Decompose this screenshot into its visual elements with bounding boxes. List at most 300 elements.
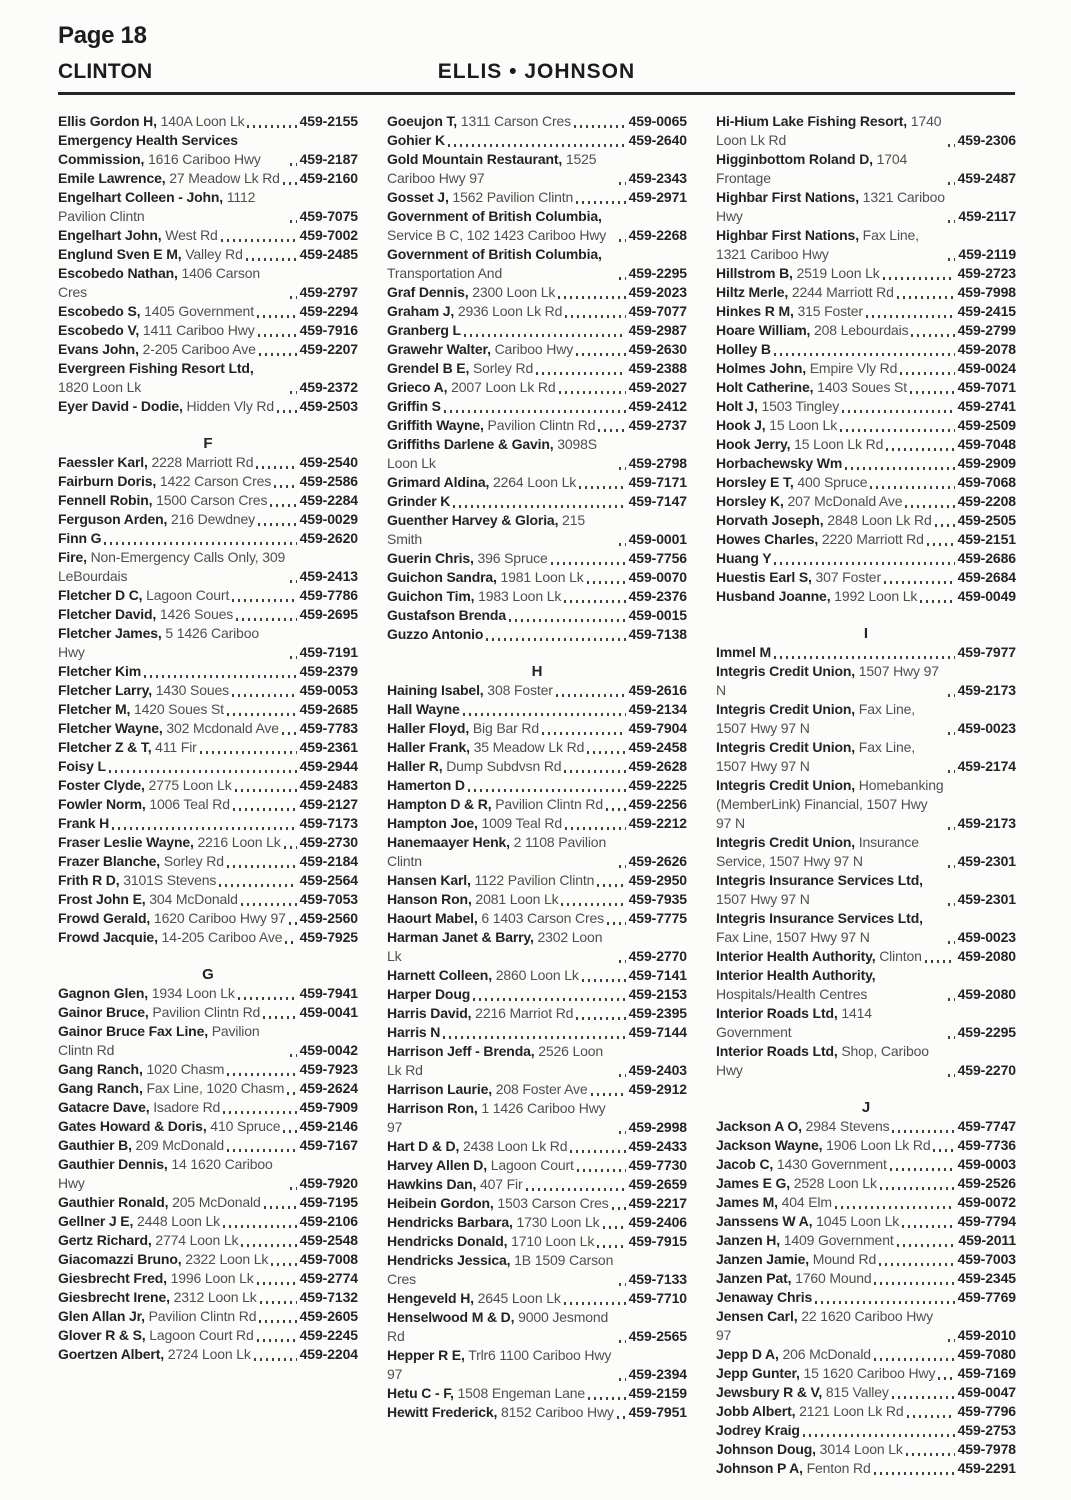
entry-detail: 1562 Pavilion Clintn (448, 189, 574, 205)
directory-entry (387, 131, 687, 150)
dot-leader (283, 1130, 296, 1133)
entry-text (58, 548, 287, 586)
entry-text (387, 1023, 440, 1042)
dot-leader (612, 1207, 626, 1210)
entry-phone: 459-7008 (299, 1251, 358, 1267)
entry-text (716, 1155, 887, 1174)
entry-text (716, 1136, 930, 1155)
directory-entry (387, 625, 687, 644)
directory-entry (387, 1289, 687, 1308)
entry-detail: 208 Foster Ave (491, 1081, 588, 1097)
entry-name: Hewitt Frederick, (387, 1404, 498, 1420)
entry-phone: 459-2485 (299, 246, 358, 262)
entry-phone: 459-7794 (957, 1213, 1016, 1229)
entry-text (58, 472, 271, 491)
directory-entry (716, 568, 1016, 587)
entry-detail: Non-Emergency Calls Only, 309 LeBourdais (58, 549, 286, 584)
entry-name: Horbachewsky Wm (716, 455, 843, 471)
dot-leader (556, 694, 626, 697)
entry-text (387, 416, 595, 435)
entry-phone: 459-2723 (957, 265, 1016, 281)
entry-text (716, 947, 922, 966)
entry-detail: 207 McDonald Ave (783, 493, 903, 509)
entry-detail: 304 McDonald (145, 891, 238, 907)
entry-name: Heibein Gordon, (387, 1195, 494, 1211)
entry-name: Fletcher Wayne, (58, 720, 163, 736)
directory-entry (387, 738, 687, 757)
entry-name: Emile Lawrence, (58, 170, 166, 186)
directory-entry (387, 1232, 687, 1251)
entry-detail: 1422 Carson Cres (156, 473, 272, 489)
dot-leader (270, 504, 296, 507)
entry-detail: 1020 Chasm (142, 1061, 225, 1077)
directory-entry (716, 1250, 1016, 1269)
dot-leader (840, 429, 955, 432)
entry-name: Hepper R E, (387, 1347, 465, 1363)
entry-name: Fletcher James, (58, 625, 162, 641)
entry-name: Escobedo V, (58, 322, 140, 338)
directory-entry (387, 681, 687, 700)
directory-entry (716, 587, 1016, 606)
entry-phone: 459-2626 (628, 853, 687, 869)
entry-detail: Fax Line, 1321 Cariboo Hwy (716, 227, 919, 262)
entry-name: Guzzo Antonio (387, 626, 484, 642)
directory-entry (387, 814, 687, 833)
dot-leader (591, 1093, 626, 1096)
directory-entry (716, 700, 1016, 738)
entry-name: Foster Clyde, (58, 777, 145, 793)
entry-detail: 2984 Stevens (801, 1118, 890, 1134)
section-letter: G (202, 966, 214, 983)
entry-name: Goertzen Albert, (58, 1346, 164, 1362)
entry-detail: 1045 Loon Lk (812, 1213, 900, 1229)
dot-leader (948, 998, 955, 1001)
entry-detail: 140A Loon Lk (156, 113, 245, 129)
dot-leader (564, 770, 625, 773)
directory-entry (58, 1136, 358, 1155)
dot-leader (886, 448, 954, 451)
entry-detail: 307 Foster (811, 569, 881, 585)
entry-name: Hengeveld H, (387, 1290, 474, 1306)
entry-text (387, 549, 548, 568)
dot-leader (948, 1074, 955, 1077)
entry-detail: 2081 Loon Lk (471, 891, 559, 907)
entry-detail: 1760 Mound (791, 1270, 872, 1286)
directory-entry (58, 1231, 358, 1250)
entry-detail: 2244 Marriott Rd (788, 284, 894, 300)
directory-entry (58, 984, 358, 1003)
entry-text (716, 492, 902, 511)
entry-text (387, 625, 483, 644)
directory-entry (387, 207, 687, 245)
entry-text (716, 1117, 889, 1136)
entry-text (716, 909, 945, 947)
directory-entry (716, 1269, 1016, 1288)
entry-name: Escobedo S, (58, 303, 141, 319)
directory-entry (58, 795, 358, 814)
directory-entry (716, 112, 1016, 150)
entry-text (58, 188, 287, 226)
entry-phone: 459-2799 (957, 322, 1016, 338)
entry-name: Gold Mountain Restaurant, (387, 151, 563, 167)
entry-text (387, 814, 562, 833)
entry-text (58, 909, 286, 928)
entry-name: Jewsbury R & V, (716, 1384, 823, 1400)
dot-leader (526, 1188, 626, 1191)
entry-detail: Sorley Rd (469, 360, 534, 376)
entry-name: Hansen Karl, (387, 872, 471, 888)
entry-text (716, 776, 945, 833)
directory-entry (716, 473, 1016, 492)
directory-entry (716, 662, 1016, 700)
entry-detail: Trlr6 1100 Cariboo Hwy 97 (387, 1347, 612, 1382)
entry-text (58, 169, 280, 188)
entry-phone: 459-0041 (299, 1004, 358, 1020)
entry-phone: 459-2406 (628, 1214, 687, 1230)
entry-phone: 459-2564 (299, 872, 358, 888)
directory-entry (387, 112, 687, 131)
dot-leader (258, 334, 297, 337)
entry-text (58, 1136, 224, 1155)
dot-leader (576, 201, 625, 204)
directory-entry (387, 1042, 687, 1080)
dot-leader (835, 1206, 955, 1209)
entry-name: Government of British Columbia, (387, 246, 602, 262)
entry-name: Giesbrecht Fred, (58, 1270, 167, 1286)
entry-text (58, 776, 232, 795)
entry-detail: 1525 Cariboo Hwy 97 (387, 151, 597, 186)
directory-entry (716, 1345, 1016, 1364)
directory-entry (387, 1175, 687, 1194)
entry-name: Hawkins Dan, (387, 1176, 477, 1192)
entry-detail: Empire Vly Rd (806, 360, 898, 376)
entry-phone: 459-2345 (957, 1270, 1016, 1286)
entry-phone: 459-7075 (299, 208, 358, 224)
entry-name: Hart D & D, (387, 1138, 460, 1154)
directory-entry (716, 738, 1016, 776)
entry-name: Gohier K (387, 132, 445, 148)
entry-text (58, 814, 109, 833)
entry-name: Huang Y (716, 550, 772, 566)
entry-name: Guerin Chris, (387, 550, 474, 566)
dot-leader (104, 542, 296, 545)
entry-phone: 459-2987 (628, 322, 687, 338)
entry-phone: 459-2686 (957, 550, 1016, 566)
dot-leader (564, 1302, 626, 1305)
dot-leader (473, 998, 625, 1001)
dot-leader (223, 1225, 297, 1228)
dot-leader (558, 296, 625, 299)
directory-column (716, 112, 1016, 1478)
dot-leader (890, 1168, 955, 1171)
entry-detail: 2775 Loon Lk (144, 777, 232, 793)
dot-leader (874, 1282, 954, 1285)
dot-leader (290, 220, 297, 223)
entry-text (716, 833, 945, 871)
entry-name: Ferguson Arden, (58, 511, 168, 527)
directory-entry (716, 871, 1016, 909)
entry-phone: 459-0065 (628, 113, 687, 129)
entry-text (58, 131, 287, 169)
directory-entry (387, 378, 687, 397)
entry-detail: 2121 Loon Lk Rd (795, 1403, 904, 1419)
dot-leader (576, 1017, 625, 1020)
entry-detail: 2936 Loon Lk Rd (454, 303, 563, 319)
entry-name: Harris N (387, 1024, 441, 1040)
entry-detail: 2220 Marriott Rd (818, 531, 924, 547)
entry-name: Horsley E T, (716, 474, 794, 490)
entry-phone: 459-0003 (957, 1156, 1016, 1172)
directory-entry (58, 890, 358, 909)
entry-name: Grendel B E, (387, 360, 470, 376)
directory-entry (716, 302, 1016, 321)
directory-entry (716, 1155, 1016, 1174)
dot-leader (892, 1130, 954, 1133)
entry-detail: 2007 Loon Lk Rd (447, 379, 556, 395)
entry-text (58, 662, 141, 681)
entry-phone: 459-2159 (628, 1385, 687, 1401)
entry-phone: 459-0047 (957, 1384, 1016, 1400)
entry-text (387, 1004, 573, 1023)
directory-entry (58, 548, 358, 586)
dot-leader (927, 543, 955, 546)
entry-name: Griffith Wayne, (387, 417, 484, 433)
dot-leader (606, 808, 626, 811)
directory-entry (58, 624, 358, 662)
name-range-header: ELLIS • JOHNSON (437, 60, 636, 83)
entry-phone: 459-2134 (628, 701, 687, 717)
entry-name: Hanemaayer Henk, (387, 834, 510, 850)
entry-text (58, 1307, 256, 1326)
dot-leader (874, 1358, 955, 1361)
dot-leader (227, 1149, 297, 1152)
directory-entry (58, 112, 358, 131)
dot-leader (948, 770, 955, 773)
entry-text (387, 283, 555, 302)
entry-text (716, 1307, 945, 1345)
dot-leader (897, 296, 955, 299)
entry-phone: 459-0070 (628, 569, 687, 585)
directory-entry (387, 1213, 687, 1232)
entry-phone: 459-7053 (299, 891, 358, 907)
directory-entry (387, 606, 687, 625)
dot-leader (938, 1377, 954, 1380)
dot-leader (619, 1283, 626, 1286)
directory-entry (716, 1174, 1016, 1193)
dot-leader (509, 619, 626, 622)
entry-text (716, 283, 894, 302)
dot-leader (619, 277, 626, 280)
directory-entry (716, 321, 1016, 340)
entry-detail: 2216 Marriot Rd (471, 1005, 574, 1021)
dot-leader (448, 144, 626, 147)
entry-phone: 459-2173 (957, 815, 1016, 831)
entry-text (387, 340, 573, 359)
entry-name: Fletcher Z & T, (58, 739, 152, 755)
entry-detail: 9000 Jesmond Rd (387, 1309, 609, 1344)
entry-phone: 459-2270 (957, 1062, 1016, 1078)
entry-phone: 459-7068 (957, 474, 1016, 490)
entry-detail: 215 Smith (387, 512, 585, 547)
entry-name: Hillstrom B, (716, 265, 793, 281)
entry-text (716, 1212, 899, 1231)
dot-leader (803, 1434, 955, 1437)
entry-name: Hall Wayne (387, 701, 460, 717)
entry-phone: 459-2540 (299, 454, 358, 470)
entry-text (387, 1175, 523, 1194)
entry-phone: 459-7756 (628, 550, 687, 566)
directory-entry (387, 1156, 687, 1175)
entry-text (387, 1384, 585, 1403)
directory-entry (58, 586, 358, 605)
entry-phone: 459-2023 (628, 284, 687, 300)
entry-detail: 2860 Loon Lk (491, 967, 579, 983)
directory-entry (387, 776, 687, 795)
directory-entry (387, 1403, 687, 1422)
directory-entry (58, 776, 358, 795)
entry-name: Gates Howard & Doris, (58, 1118, 207, 1134)
entry-text (387, 871, 594, 890)
dot-leader (597, 884, 625, 887)
entry-text (716, 359, 897, 378)
entry-text (58, 1079, 284, 1098)
entry-detail: Isadore Rd (149, 1099, 221, 1115)
entry-detail: 1405 Government (140, 303, 254, 319)
directory-entry (58, 226, 358, 245)
entry-text (58, 302, 254, 321)
entry-text (387, 207, 616, 245)
dot-leader (845, 467, 955, 470)
entry-phone: 459-2565 (628, 1328, 687, 1344)
dot-leader (892, 1396, 955, 1399)
entry-text (716, 1383, 889, 1402)
entry-phone: 459-2379 (299, 663, 358, 679)
dot-leader (619, 1340, 626, 1343)
entry-phone: 459-0015 (628, 607, 687, 623)
entry-text (58, 1060, 224, 1079)
entry-phone: 459-2208 (957, 493, 1016, 509)
entry-text (387, 492, 450, 511)
directory-entry (58, 302, 358, 321)
entry-phone: 459-7935 (628, 891, 687, 907)
entry-phone: 459-2184 (299, 853, 358, 869)
directory-entry (716, 947, 1016, 966)
directory-entry (387, 1194, 687, 1213)
entry-name: Jensen Carl, (716, 1308, 798, 1324)
entry-phone: 459-2730 (299, 834, 358, 850)
entry-name: Immel M (716, 644, 771, 660)
entry-name: Husband Joanne, (716, 588, 831, 604)
entry-name: Gustafson Brenda (387, 607, 506, 623)
directory-entry (387, 473, 687, 492)
entry-detail: 2645 Loon Lk (473, 1290, 561, 1306)
entry-detail: 1992 Loon Lk (830, 588, 918, 604)
entry-phone: 459-7195 (299, 1194, 358, 1210)
entry-phone: 459-7920 (299, 1175, 358, 1191)
directory-entry (58, 453, 358, 472)
entry-name: Gertz Richard, (58, 1232, 152, 1248)
entry-name: Jenaway Chris (716, 1289, 813, 1305)
entry-name: Jackson Wayne, (716, 1137, 823, 1153)
dot-leader (874, 1472, 955, 1475)
section-letter: I (863, 625, 869, 642)
dot-leader (443, 1036, 625, 1039)
dot-leader (536, 372, 626, 375)
entry-text (387, 587, 561, 606)
directory-entry (716, 1383, 1016, 1402)
entry-phone: 459-2284 (299, 492, 358, 508)
directory-entry (387, 587, 687, 606)
entry-name: Hamerton D (387, 777, 465, 793)
entry-phone: 459-2770 (628, 948, 687, 964)
entry-detail: 1704 Frontage (716, 151, 908, 186)
directory-entry (716, 511, 1016, 530)
dot-leader (570, 1150, 625, 1153)
entry-name: Frith R D, (58, 872, 120, 888)
entry-text (58, 1193, 261, 1212)
entry-text (58, 1231, 238, 1250)
directory-entry (58, 662, 358, 681)
section-letter: J (861, 1099, 871, 1116)
entry-text (387, 321, 461, 340)
entry-text (716, 568, 881, 587)
entry-detail: 2322 Loon Lk (181, 1251, 269, 1267)
entry-name: Harnett Colleen, (387, 967, 492, 983)
directory-entry (716, 454, 1016, 473)
entry-detail: 1620 Cariboo Hwy 97 (150, 910, 286, 926)
entry-name: Harman Janet & Barry, (387, 929, 534, 945)
directory-entry (716, 1193, 1016, 1212)
entry-phone: 459-0029 (299, 511, 358, 527)
directory-entry (58, 245, 358, 264)
directory-entry (58, 472, 358, 491)
entry-detail: Fax Line, 1507 Hwy 97 N (716, 739, 916, 774)
entry-text (387, 928, 616, 966)
entry-name: Foisy L (58, 758, 106, 774)
directory-entry (387, 1099, 687, 1137)
dot-leader (619, 865, 626, 868)
entry-phone: 459-7769 (957, 1289, 1016, 1305)
dot-leader (948, 827, 955, 830)
directory-entry (716, 264, 1016, 283)
dot-leader (290, 296, 297, 299)
entry-name: Gang Ranch, (58, 1061, 143, 1077)
entry-text (387, 681, 553, 700)
entry-text (58, 852, 224, 871)
dot-leader (587, 581, 626, 584)
entry-detail: Lagoon Court (142, 587, 230, 603)
entry-detail: 1981 Loon Lk (496, 569, 584, 585)
dot-leader (617, 1416, 626, 1419)
entry-detail: 205 McDonald (168, 1194, 261, 1210)
entry-phone: 459-7141 (628, 967, 687, 983)
dot-leader (227, 1073, 296, 1076)
entry-detail: 1616 Cariboo Hwy (144, 151, 261, 167)
entry-detail: 1934 Loon Lk (147, 985, 235, 1001)
directory-entry (716, 1117, 1016, 1136)
dot-leader (870, 486, 954, 489)
entry-phone: 459-7169 (957, 1365, 1016, 1381)
entry-detail: 1420 Soues St (130, 701, 224, 717)
entry-detail: Hospitals/Health Centres (716, 986, 868, 1002)
entry-name: Jodrey Kraig (716, 1422, 800, 1438)
entry-phone: 459-2797 (299, 284, 358, 300)
entry-phone: 459-2343 (628, 170, 687, 186)
entry-text (387, 700, 460, 719)
dot-leader (948, 694, 955, 697)
entry-name: Fowler Norm, (58, 796, 146, 812)
directory-entry (387, 188, 687, 207)
